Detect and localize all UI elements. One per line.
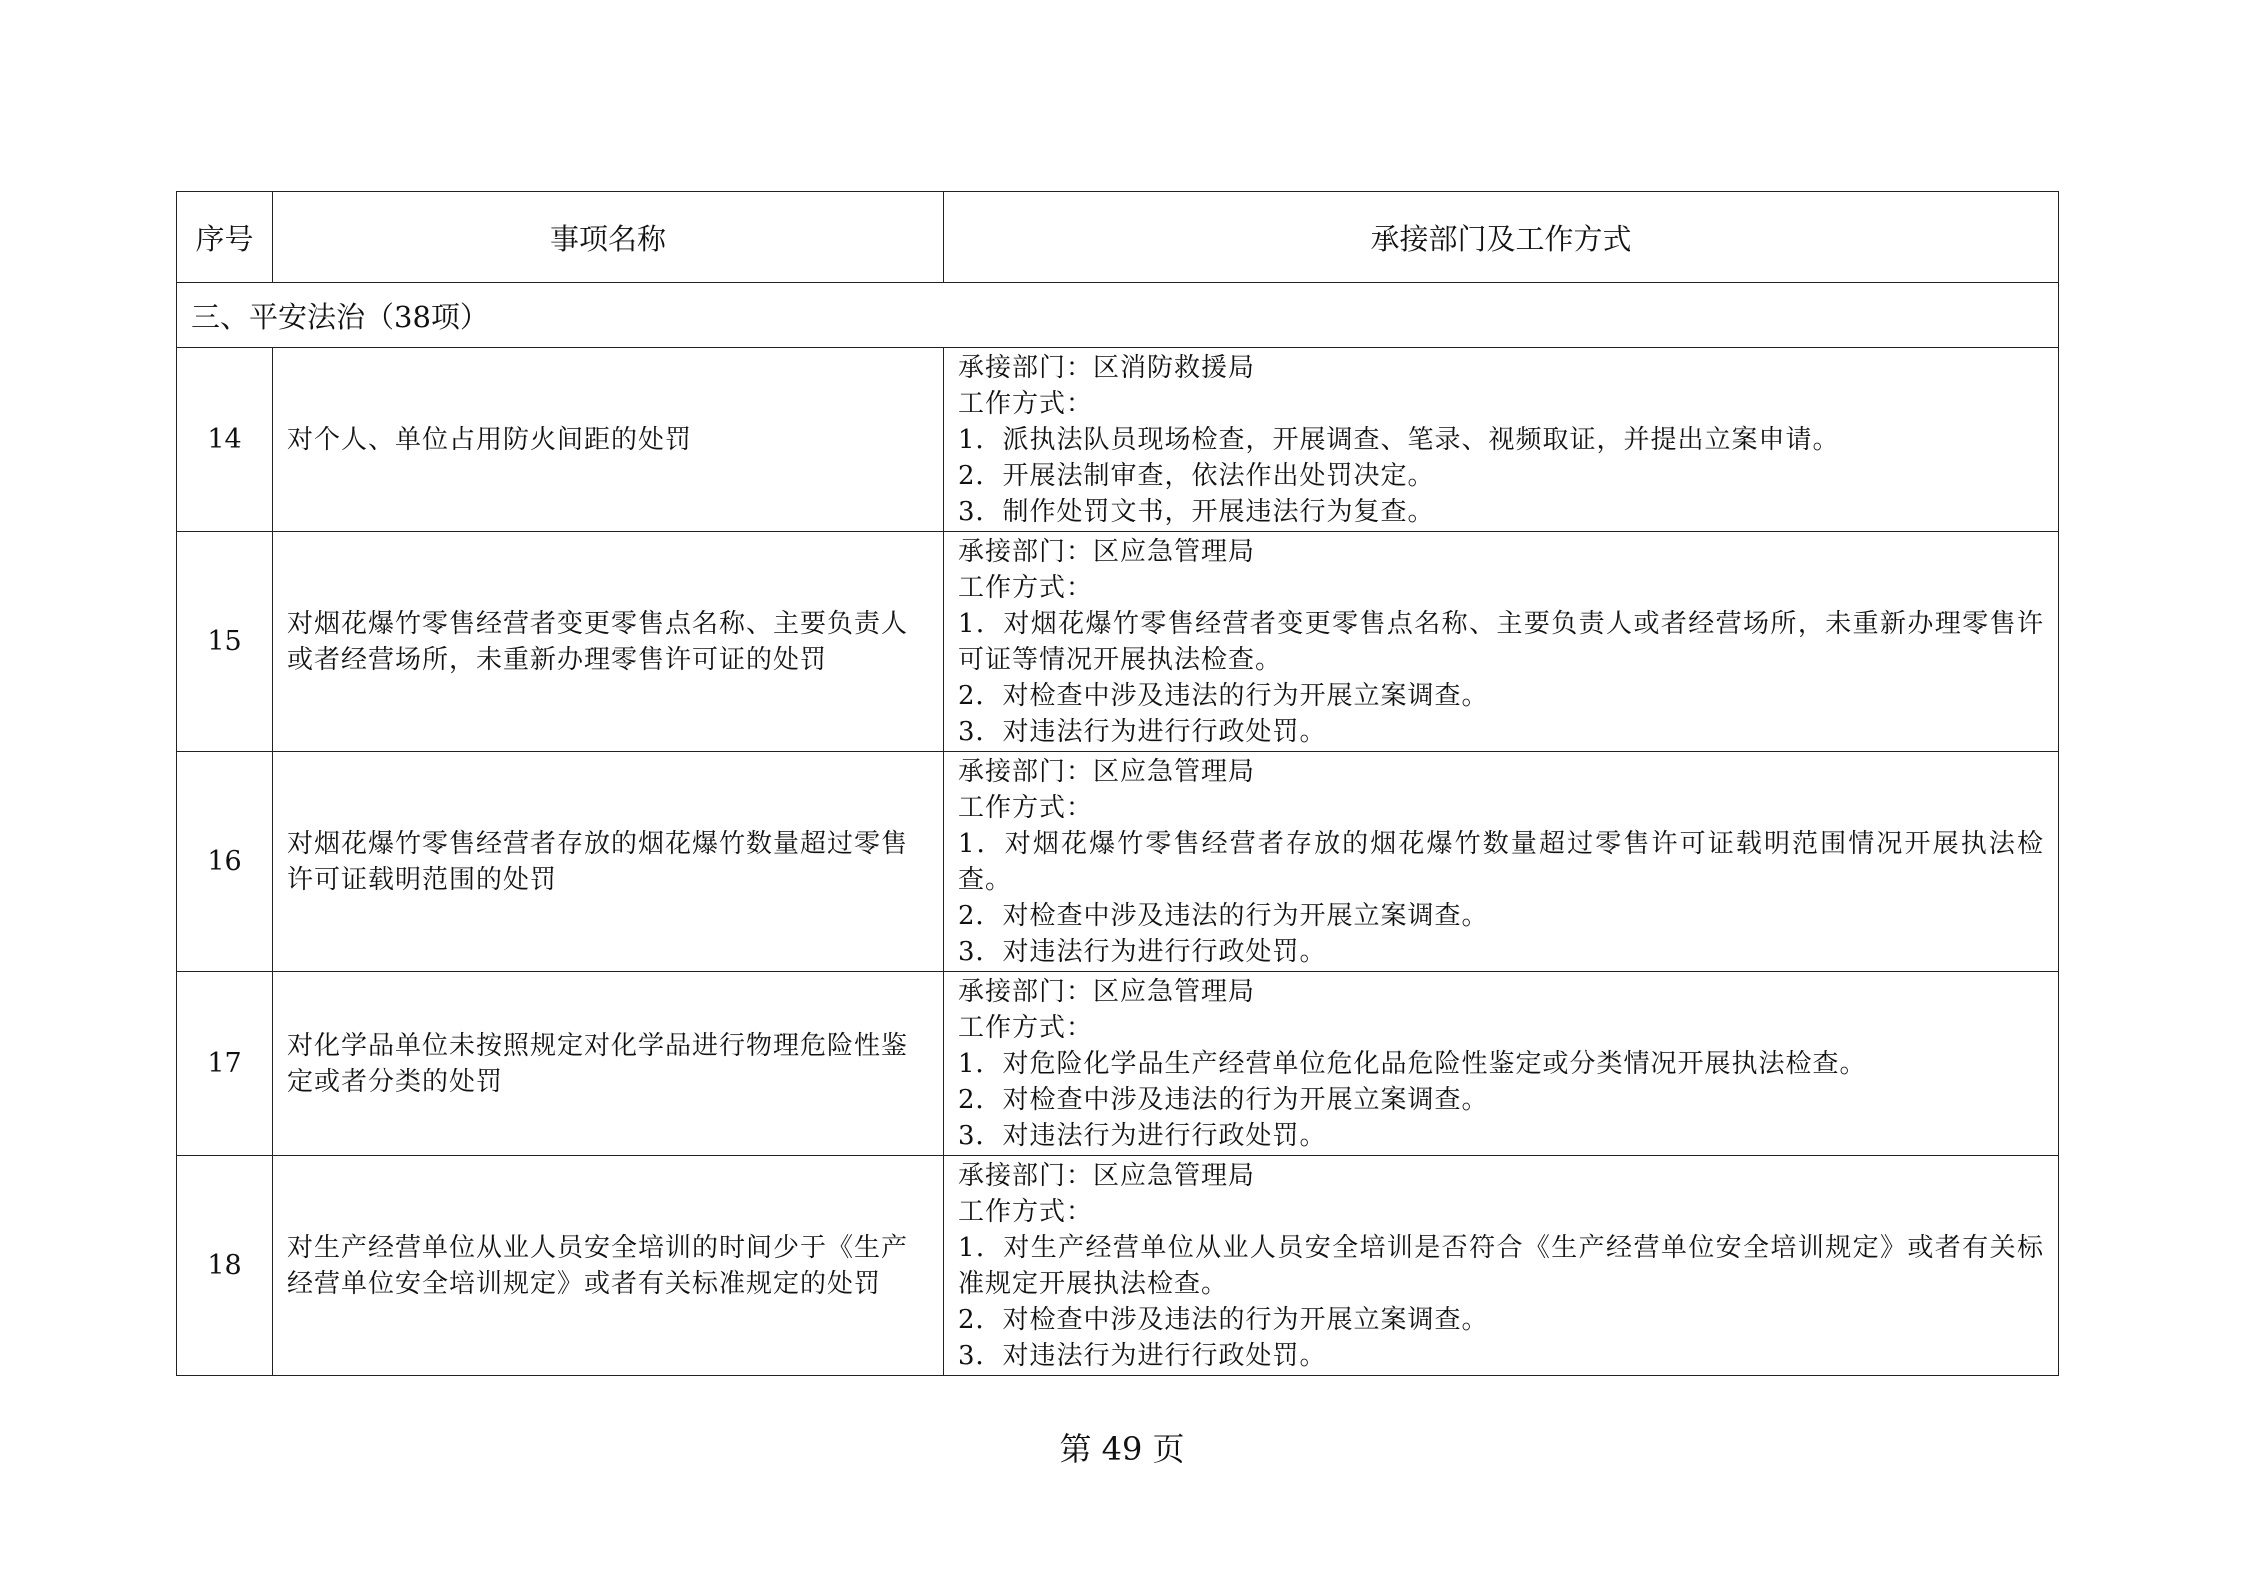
header-serial-number: 序号 [177, 192, 273, 283]
row-step: 2．对检查中涉及违法的行为开展立案调查。 [958, 900, 1489, 931]
row-item-name: 对烟花爆竹零售经营者变更零售点名称、主要负责人或者经营场所，未重新办理零售许可证的处罚 [273, 532, 944, 752]
table-header-row [177, 192, 2059, 283]
row-department: 承接部门：区应急管理局 [958, 756, 1256, 787]
row-step: 3．对违法行为进行行政处罚。 [958, 1340, 1327, 1371]
row-number: 14 [177, 348, 273, 532]
row-item-name: 对个人、单位占用防火间距的处罚 [273, 348, 944, 532]
table-row [177, 532, 2059, 752]
row-number: 18 [177, 1156, 273, 1376]
row-method-cell [944, 348, 2059, 532]
row-item-name: 对烟花爆竹零售经营者存放的烟花爆竹数量超过零售许可证载明范围的处罚 [273, 752, 944, 972]
row-step: 2．对检查中涉及违法的行为开展立案调查。 [958, 1084, 1489, 1115]
row-mode-label: 工作方式： [958, 1196, 1094, 1227]
row-method-cell [944, 1156, 2059, 1376]
row-step: 3．对违法行为进行行政处罚。 [958, 716, 1327, 747]
row-number: 16 [177, 752, 273, 972]
row-number: 17 [177, 972, 273, 1156]
header-department-method: 承接部门及工作方式 [944, 192, 2059, 283]
row-department: 承接部门：区应急管理局 [958, 536, 1256, 567]
table-row [177, 752, 2059, 972]
section-title: 三、平安法治（38项） [177, 283, 2059, 348]
row-step: 1．对烟花爆竹零售经营者变更零售点名称、主要负责人或者经营场所，未重新办理零售许可证等情况开展执法检查。 [958, 608, 2044, 675]
row-method-cell [944, 532, 2059, 752]
table-row [177, 1156, 2059, 1376]
row-step: 1．派执法队员现场检查，开展调查、笔录、视频取证，并提出立案申请。 [958, 424, 1840, 455]
row-method-cell [944, 752, 2059, 972]
row-mode-label: 工作方式： [958, 572, 1094, 603]
row-step: 2．对检查中涉及违法的行为开展立案调查。 [958, 1304, 1489, 1335]
row-step: 1．对危险化学品生产经营单位危化品危险性鉴定或分类情况开展执法检查。 [958, 1048, 1867, 1079]
header-item-name: 事项名称 [273, 192, 944, 283]
row-department: 承接部门：区应急管理局 [958, 1160, 1256, 1191]
row-step: 2．开展法制审查，依法作出处罚决定。 [958, 460, 1435, 491]
row-mode-label: 工作方式： [958, 1012, 1094, 1043]
row-step: 3．制作处罚文书，开展违法行为复查。 [958, 496, 1435, 527]
row-department: 承接部门：区消防救援局 [958, 352, 1256, 383]
table-row [177, 972, 2059, 1156]
row-item-name: 对生产经营单位从业人员安全培训的时间少于《生产经营单位安全培训规定》或者有关标准规定的处罚 [273, 1156, 944, 1376]
row-item-name: 对化学品单位未按照规定对化学品进行物理危险性鉴定或者分类的处罚 [273, 972, 944, 1156]
row-method-cell [944, 972, 2059, 1156]
row-step: 3．对违法行为进行行政处罚。 [958, 1120, 1327, 1151]
page-number: 第 49 页 [1059, 1430, 1185, 1468]
row-department: 承接部门：区应急管理局 [958, 976, 1256, 1007]
matters-table [176, 191, 2059, 1376]
row-step: 1．对烟花爆竹零售经营者存放的烟花爆竹数量超过零售许可证载明范围情况开展执法检查。 [958, 828, 2044, 895]
row-number: 15 [177, 532, 273, 752]
row-step: 1．对生产经营单位从业人员安全培训是否符合《生产经营单位安全培训规定》或者有关标准规定开展执法检查。 [958, 1232, 2044, 1299]
row-mode-label: 工作方式： [958, 388, 1094, 419]
section-row [177, 283, 2059, 348]
row-mode-label: 工作方式： [958, 792, 1094, 823]
row-step: 2．对检查中涉及违法的行为开展立案调查。 [958, 680, 1489, 711]
table-row [177, 348, 2059, 532]
row-step: 3．对违法行为进行行政处罚。 [958, 936, 1327, 967]
